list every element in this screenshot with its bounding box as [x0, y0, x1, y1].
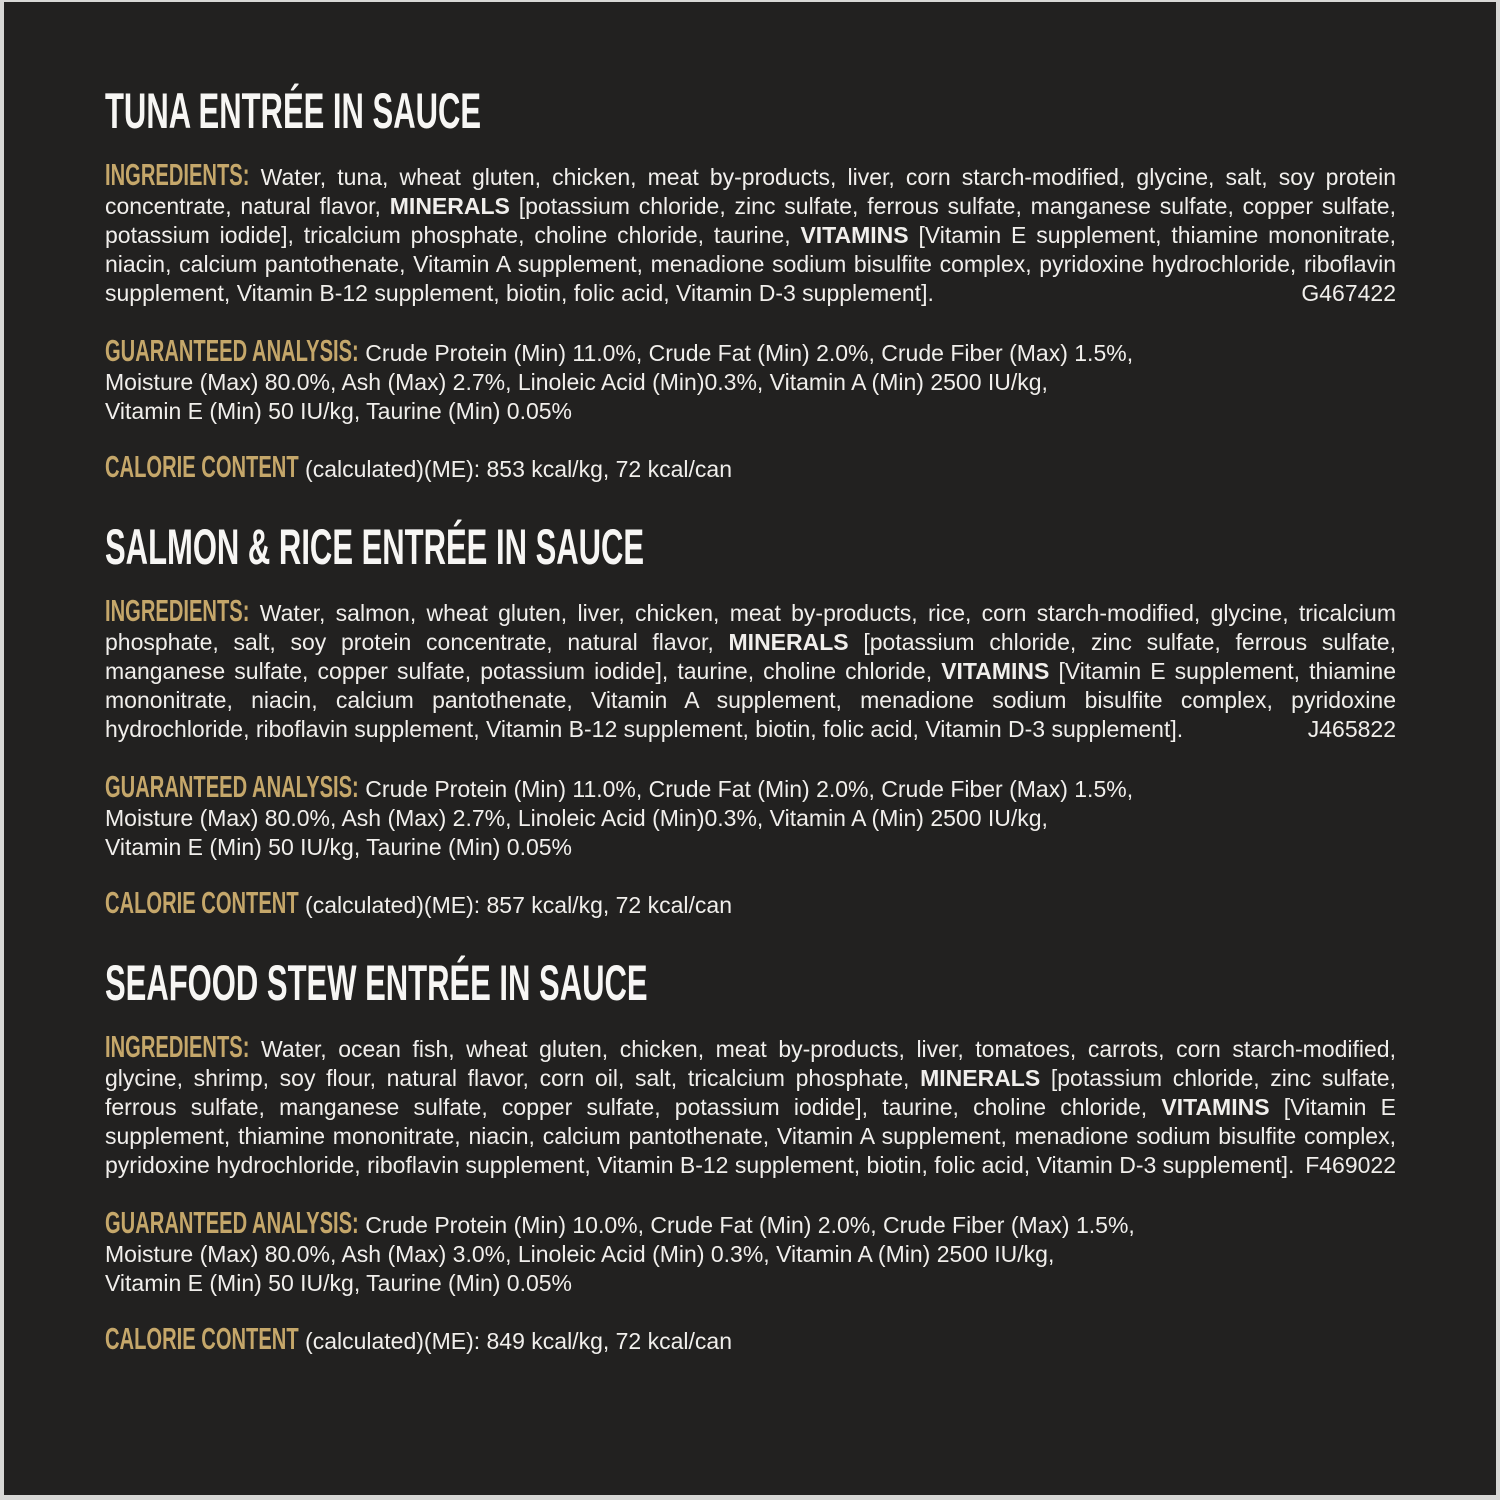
calorie-content-text: (calculated)(ME): 849 kcal/kg, 72 kcal/can [298, 1328, 732, 1354]
product-title: SALMON & RICE ENTRÉE IN SAUCE [105, 519, 645, 575]
ingredients-label: INGREDIENTS: [105, 1029, 250, 1064]
ingredients-text: Water, tuna, wheat gluten, chicken, meat by-products, liver, corn starch-modified, glycine, salt, soy protein concentrate, natural flavor, MINERALS [potassium chloride, zinc sulfate, ferrous sulfate, manganese sulfate, copper sulfate, potassium iodide], tricalcium phosphate, choline chloride, taurine, VITAMINS [Vitamin E supplement, thiamine mononitrate, niacin, calcium pantothenate, Vitamin A supplement, menadione sodium bisulfite complex, pyridoxine hydrochloride, riboflavin supplement, Vitamin B-12 supplement, biotin, folic acid, Vitamin D-3 supplement]. [105, 164, 1396, 306]
ingredients-paragraph [105, 593, 1397, 744]
calorie-content-label: CALORIE CONTENT [105, 449, 299, 484]
product-title: TUNA ENTRÉE IN SAUCE [105, 83, 482, 139]
guaranteed-analysis-label: GUARANTEED ANALYSIS: [105, 769, 359, 804]
product-title: SEAFOOD STEW ENTRÉE IN SAUCE [105, 955, 648, 1011]
ingredients-label: INGREDIENTS: [105, 157, 250, 192]
section-tuna-entree [105, 83, 1396, 484]
calorie-content-label: CALORIE CONTENT [105, 885, 299, 920]
calorie-content-text: (calculated)(ME): 853 kcal/kg, 72 kcal/can [298, 456, 732, 482]
guaranteed-analysis-label: GUARANTEED ANALYSIS: [105, 333, 359, 368]
formula-code: G467422 [1301, 280, 1396, 306]
nutrition-label-panel [4, 2, 1496, 1495]
guaranteed-analysis-label: GUARANTEED ANALYSIS: [105, 1205, 359, 1240]
calorie-content-text: (calculated)(ME): 857 kcal/kg, 72 kcal/can [298, 892, 732, 918]
formula-code: F469022 [1305, 1152, 1396, 1178]
section-salmon-rice-entree [105, 519, 1397, 920]
calorie-content-paragraph [105, 885, 1396, 920]
ingredients-text: Water, salmon, wheat gluten, liver, chicken, meat by-products, rice, corn starch-modified, glycine, tricalcium phosphate, salt, soy protein concentrate, natural flavor, MINERALS [potassium chloride, zinc sulfate, ferrous sulfate, manganese sulfate, copper sulfate, potassium iodide], taurine, choline chloride, VITAMINS [Vitamin E supplement, thiamine mononitrate, niacin, calcium pantothenate, Vitamin A supplement, menadione sodium bisulfite complex, pyridoxine hydrochloride, riboflavin supplement, Vitamin B-12 supplement, biotin, folic acid, Vitamin D-3 supplement]. [105, 600, 1397, 742]
ingredients-paragraph [105, 157, 1396, 308]
guaranteed-analysis-text: Crude Protein (Min) 11.0%, Crude Fat (Min) 2.0%, Crude Fiber (Max) 1.5%, Moisture (Max) 80.0%, Ash (Max) 2.7%, Linoleic Acid (Min)0.3%, Vitamin A (Min) 2500 IU/kg, Vitamin E (Min) 50 IU/kg, Taurine (Min) 0.05% [105, 340, 1134, 424]
ingredients-text: Water, ocean fish, wheat gluten, chicken, meat by-products, liver, tomatoes, carrots, corn starch-modified, glycine, shrimp, soy flour, natural flavor, corn oil, salt, tricalcium phosphate, MINERALS [potassium chloride, zinc sulfate, ferrous sulfate, manganese sulfate, copper sulfate, potassium iodide], taurine, choline chloride, VITAMINS [Vitamin E supplement, thiamine mononitrate, niacin, calcium pantothenate, Vitamin A supplement, menadione sodium bisulfite complex, pyridoxine hydrochloride, riboflavin supplement, Vitamin B-12 supplement, biotin, folic acid, Vitamin D-3 supplement]. [105, 1036, 1396, 1178]
guaranteed-analysis-paragraph [105, 1205, 1396, 1298]
guaranteed-analysis-paragraph [105, 769, 1396, 862]
formula-code: J465822 [1307, 716, 1396, 742]
calorie-content-paragraph [105, 449, 1396, 484]
calorie-content-label: CALORIE CONTENT [105, 1321, 299, 1356]
ingredients-label: INGREDIENTS: [105, 593, 250, 628]
guaranteed-analysis-text: Crude Protein (Min) 11.0%, Crude Fat (Min) 2.0%, Crude Fiber (Max) 1.5%, Moisture (Max) 80.0%, Ash (Max) 2.7%, Linoleic Acid (Min)0.3%, Vitamin A (Min) 2500 IU/kg, Vitamin E (Min) 50 IU/kg, Taurine (Min) 0.05% [105, 776, 1134, 860]
section-seafood-stew-entree [105, 955, 1396, 1356]
ingredients-paragraph [105, 1029, 1396, 1180]
guaranteed-analysis-paragraph [105, 333, 1396, 426]
calorie-content-paragraph [105, 1321, 1396, 1356]
guaranteed-analysis-text: Crude Protein (Min) 10.0%, Crude Fat (Min) 2.0%, Crude Fiber (Max) 1.5%, Moisture (Max) 80.0%, Ash (Max) 3.0%, Linoleic Acid (Min) 0.3%, Vitamin A (Min) 2500 IU/kg, Vitamin E (Min) 50 IU/kg, Taurine (Min) 0.05% [105, 1212, 1135, 1296]
